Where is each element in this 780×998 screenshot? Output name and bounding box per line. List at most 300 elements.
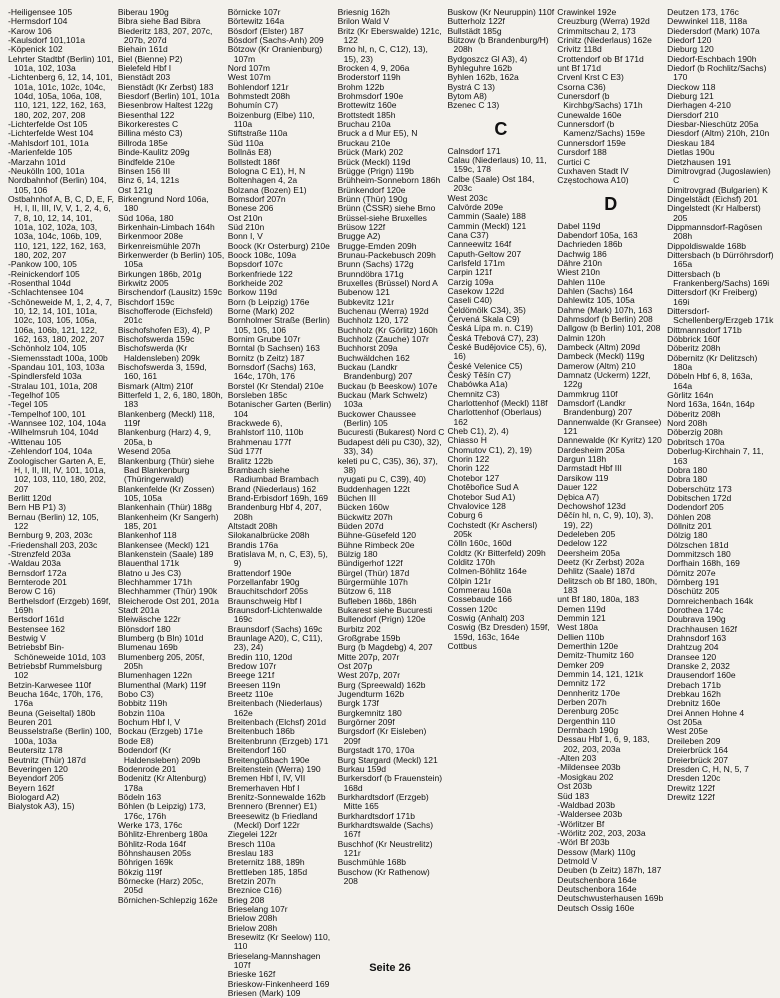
index-entry: Breitenbach (Elchsf) 201d <box>227 717 327 728</box>
index-entry: Dörnberg 191 <box>667 576 720 587</box>
index-entry: Dachrieden 186b <box>557 239 623 250</box>
index-entry: Calvörde 209e <box>447 201 504 212</box>
index-entry: Jugendturm 162b <box>337 689 405 700</box>
index-entry: Born (b Leipzig) 176e <box>227 296 310 307</box>
index-entry: Deersheim 205a <box>557 547 621 558</box>
index-entry: Betriebsbf Bin-Schöneweide 101d, 103 <box>8 642 106 662</box>
index-entry: Byhlen 162b, 162a <box>447 72 519 83</box>
index-entry: Buschow (Kr Rathenow) 208 <box>337 866 430 886</box>
index-entry: Burkersdorf (b Frauenstein) 168d <box>337 773 443 793</box>
index-entry: Bubenow 121 <box>337 287 390 298</box>
index-entry: Dimitrovgrad (Bulgarien) K <box>667 184 768 195</box>
index-entry: Brügge (Prign) 119b <box>337 165 414 176</box>
index-entry: Bruckau 210e <box>337 137 391 148</box>
index-entry: Süd 210n <box>227 221 265 232</box>
index-entry: Bretzin 207h <box>227 875 276 886</box>
index-entry: Calnsdorf 171 <box>447 145 501 156</box>
index-entry: Bornim Grube 107r <box>227 334 301 345</box>
index-entry: Bornitz (b Zeitz) 187 <box>227 352 305 363</box>
index-entry: Buchhorst 209a <box>337 343 398 354</box>
index-entry: Cossebaude 166 <box>447 594 513 605</box>
index-entry: Cunewalde 160e <box>557 109 622 120</box>
index-entry: Canneewitz 164f <box>447 239 512 250</box>
index-entry: Beutnitz (Thür) 187d <box>8 754 86 765</box>
index-entry: Werke 173, 176c <box>117 819 183 830</box>
index-entry: Nord 208h <box>667 418 708 429</box>
index-entry: Brahmenau 177f <box>227 436 291 447</box>
index-entry: Bresch 110a <box>227 838 276 849</box>
index-entry: -Waldersee 203b <box>557 809 623 820</box>
index-entry: Buchholz (Zauche) 107r <box>337 334 429 345</box>
index-entry: Csorna C36) <box>557 81 606 92</box>
index-entry: Dransee 120 <box>667 651 717 662</box>
index-entry: -Reinickendorf 105 <box>8 268 80 279</box>
index-entry: -Hermsdorf 104 <box>8 16 68 27</box>
index-entry: Drahtzug 204 <box>667 642 719 653</box>
index-entry: Bernterode 201 <box>8 576 67 587</box>
index-entry: Brattendorf 190e <box>227 567 292 578</box>
index-entry: Boizenburg (Elbe) 110, 110a <box>227 109 315 130</box>
index-entry: West 205e <box>667 726 708 737</box>
index-entry: Drahnsdorf 163 <box>667 633 727 644</box>
index-entry: Brottstedt 185h <box>337 109 396 120</box>
index-entry: Biberau 190g <box>117 7 169 17</box>
index-entry: Braunschweig Hbf I <box>227 595 302 606</box>
index-entry: Dieckow 118 <box>667 81 716 92</box>
index-entry: Bestwig V <box>8 633 47 644</box>
index-entry: Bödeln 163 <box>117 791 162 802</box>
index-entry: Buddenhagen 122t <box>337 483 410 494</box>
index-entry: Bucuresti (Bukarest) Nord C <box>337 427 445 438</box>
index-entry: Bydgoszcz Gl A3), 4) <box>447 53 528 64</box>
index-entry: Ost 203b <box>557 781 592 792</box>
index-entry: Brieskow-Finkenheerd 169 <box>227 978 330 989</box>
index-entry: Borntal (b Sachsen) 163 <box>227 343 320 354</box>
index-entry: Blatno u Jes C3) <box>117 567 182 578</box>
index-entry: Dennheritz 170e <box>557 687 621 698</box>
index-entry: Briesen (Mark) 109 <box>227 988 301 998</box>
index-entry: Bösdorf (Sachs-Anh) 209 <box>227 35 324 46</box>
index-entry: -Mosigkau 202 <box>557 771 614 782</box>
index-entry: Drewitz 122f <box>667 791 715 802</box>
index-entry: Dessow (Mark) 110g <box>557 846 636 857</box>
index-entry: Crivitz 118d <box>557 44 602 55</box>
index-entry: Buchwäldchen 162 <box>337 352 410 363</box>
index-entry: Buchholz 120, 172 <box>337 315 409 326</box>
index-entry: Bode E8) <box>117 735 154 746</box>
index-entry: Deuben (b Zeitz) 187h, 187 <box>557 865 662 876</box>
index-entry: Crottendorf ob Bf 171d <box>557 53 644 64</box>
index-entry: Brno hl, n, C, C12), 13), 15), 23) <box>337 44 428 64</box>
index-entry: Doberlug-Kirchhain 7, 11, 163 <box>667 446 764 466</box>
index-entry: Brünn (ČSSR) siehe Brno <box>337 203 436 214</box>
index-entry: Birkengrund Nord 106a, 180 <box>117 193 209 214</box>
index-entry: Dieburg 121 <box>667 91 714 102</box>
index-entry: Bollstedt 186f <box>227 156 280 167</box>
index-entry: -Lichterfelde West 104 <box>8 128 94 139</box>
index-entry: Brohm 122b <box>337 81 385 92</box>
index-entry: Bischdorf 159c <box>117 296 175 307</box>
index-entry: Bindfelde 210e <box>117 156 175 167</box>
index-entry: Diesdorf (Altm) 210h, 210n <box>667 128 770 139</box>
index-entry: Binz 6, 14, 121s <box>117 175 180 186</box>
index-entry: Dommitzsch 180 <box>667 548 731 559</box>
index-entry: Bialystok A3), 15) <box>8 801 75 812</box>
index-entry: Blankenfelde (Kr Zossen) 105, 105a <box>117 483 215 503</box>
index-entry: Demnitz 172 <box>557 678 606 689</box>
index-entry: -Wannsee 102, 104, 104a <box>8 418 107 429</box>
index-entry: Blankenheim (Kr Sangerh) 185, 201 <box>117 511 219 531</box>
index-entry: Cölpin 121r <box>447 575 492 586</box>
index-entry: Deutschenbora 164e <box>557 883 637 894</box>
index-entry: Deetz (Kr Zerbst) 202a <box>557 556 645 567</box>
index-entry: Dargun 118h <box>557 454 607 465</box>
index-entry: Dingelstädt (Eichsf) 201 <box>667 193 758 204</box>
index-entry: Brand-Erbisdorf 169h, 169 <box>227 492 328 503</box>
index-entry: Bertsdorf 161d <box>8 614 65 625</box>
index-entry: Ost 121g <box>117 184 153 195</box>
index-entry: Caseli C40) <box>447 295 493 306</box>
index-entry: Böhnshausen 205s <box>117 847 192 858</box>
index-entry: -Waldbad 203b <box>557 799 615 810</box>
index-entry: Bologna C E1), H, N <box>227 165 306 176</box>
column-6 <box>557 8 664 950</box>
index-entry: -Friedenshall 203, 203c <box>8 539 98 550</box>
index-entry: -Wilhelmsruh 104, 104d <box>8 427 99 438</box>
index-entry: Coldtz (Kr Bitterfeld) 209h <box>447 547 546 558</box>
index-entry: Biederitz 183, 207, 207c, 207b, 207d <box>117 25 213 46</box>
index-entry: Bischofswerda 159c <box>117 334 195 345</box>
index-entry: Chotěbořice Sud A <box>447 482 519 493</box>
index-entry: Bürgel (Thür) 187d <box>337 567 410 578</box>
index-entry: Bochum Hbf I, V <box>117 717 181 728</box>
index-entry: Bopsdorf 107c <box>227 259 283 270</box>
index-entry: Breesen 119n <box>227 679 281 690</box>
index-entry: Buskow (Kr Neuruppin) 110f <box>447 7 555 17</box>
index-entry: Britz (Kr Eberswalde) 121c, 122 <box>337 25 442 46</box>
index-entry: Borne (Mark) 202 <box>227 306 295 316</box>
index-entry: Dobra 180 <box>667 464 708 475</box>
index-entry: Crvenl Krst C E3) <box>557 72 624 83</box>
index-entry: Dietzhausen 191 <box>667 156 732 167</box>
index-entry: Bornholmer Straße (Berlin) 105, 105, 106 <box>227 315 330 335</box>
index-entry: Bischofshofen E3), 4), P <box>117 324 211 335</box>
index-entry: Berlitt 120d <box>8 492 52 503</box>
index-entry: Bismark (Altm) 210f <box>117 380 193 391</box>
index-entry: Deutschenbora 164e <box>557 874 637 885</box>
index-entry: Birkungen 186b, 201g <box>117 268 202 279</box>
index-entry: Buchholz (Kr Görlitz) 160h <box>337 324 438 335</box>
index-entry: Drebkau 162h <box>667 689 721 700</box>
index-entry: Brauchitschdorf 205s <box>227 586 309 597</box>
index-entry: Burgstadt 170, 170a <box>337 745 415 756</box>
index-entry: Delitzsch ob Bf 180, 180h, 183 <box>557 575 658 595</box>
index-entry: Dergenthin 110 <box>557 715 616 726</box>
index-entry: Döbernitz (Kr Delitzsch) 180a <box>667 352 758 373</box>
index-entry: Brieske 162f <box>227 969 276 980</box>
index-entry: Blumenthal (Mark) 119f <box>117 679 207 690</box>
column-1 <box>8 8 115 950</box>
index-entry: Dahlen 110e <box>557 276 606 287</box>
index-entry: Brilon Wald V <box>337 16 390 27</box>
index-entry: Bützow 6, 118 <box>337 586 392 597</box>
index-entry: Chorin 122 <box>447 454 490 465</box>
index-entry: Binsen 156 III <box>117 165 171 176</box>
index-entry: Bzenec C 13) <box>447 100 500 111</box>
index-entry: -Wittenau 105 <box>8 436 62 447</box>
index-entry: Berow C 16) <box>8 586 56 597</box>
index-entry: Buckau (Mark Schwelz) 103a <box>337 390 428 410</box>
index-entry: Döbbrick 160f <box>667 334 720 345</box>
index-entry: -Siemensstadt 100a, 100b <box>8 352 108 363</box>
index-entry: Burg Stargard (Meckl) 121 <box>337 754 438 765</box>
index-entry: Blankenberg (Meckl) 118, 119f <box>117 408 215 429</box>
index-entry: Breitenbuch 186b <box>227 726 295 737</box>
index-entry: Börnecke (Harz) 205c, 205d <box>117 875 204 896</box>
index-entry: Blumenau 169b <box>117 642 178 653</box>
index-entry: Döberzig 208h <box>667 427 723 438</box>
index-entry: Brennero (Brenner) E1) <box>227 801 318 812</box>
index-entry: Bohlendorf 121r <box>227 81 289 92</box>
index-entry: Buckau (b Beeskow) 107e <box>337 380 438 391</box>
index-entry: Damnatz (Uckerm) 122f, 122g <box>557 370 651 390</box>
index-entry: Stadt 201a <box>117 605 160 615</box>
index-entry: -Waldau 203a <box>8 558 61 569</box>
index-entry: Bremerhaven Hbf I <box>227 782 300 793</box>
index-entry: Bibra siehe Bad Bibra <box>117 16 201 27</box>
index-entry: Dannewalde (Kr Kyritz) 120 <box>557 435 662 446</box>
index-entry: Demmin 121 <box>557 612 606 623</box>
index-entry: -Heiligensee 105 <box>8 7 73 17</box>
index-entry: Dahlewitz 105, 105a <box>557 295 635 306</box>
index-entry: Billroda 185e <box>117 137 168 148</box>
index-entry: Dambeck (Altm) 209d <box>557 342 640 352</box>
index-entry: Bresewitz (Kr Seelow) 110, 110 <box>227 932 331 952</box>
index-entry: Chorin 122 <box>447 463 490 474</box>
index-entry: Dabel 119d <box>557 220 601 231</box>
index-entry: Dedelow 122 <box>557 538 608 549</box>
index-entry: Bühne-Güsefeld 120 <box>337 530 416 541</box>
index-entry: Dittmannsdorf 171b <box>667 324 742 335</box>
index-entry: nyugati pu C, C39), 40) <box>337 474 426 485</box>
index-entry: Drebnitz 160e <box>667 698 721 709</box>
index-entry: Calbe (Saale) Ost 184, 203c <box>447 173 535 194</box>
index-entry: Blumenberg 205, 205f, 205h <box>117 651 205 672</box>
index-entry: Bullstädt 185g <box>447 25 502 36</box>
index-entry: Brielow 208h <box>227 913 278 924</box>
index-entry: Bikorkerestes C <box>117 119 179 130</box>
index-entry: Blankenhain (Thür) 188g <box>117 502 212 513</box>
index-entry: Dahmsdorf (b Berlin) 208 <box>557 313 653 324</box>
index-entry: Bücken 160w <box>337 502 389 513</box>
index-entry: -Marzahn 101d <box>8 156 66 167</box>
index-entry: Dippmannsdorf-Ragösen 208h <box>667 221 763 242</box>
index-entry: Dauer 122 <box>557 482 598 493</box>
index-entry: Bernsdorf 172a <box>8 567 67 578</box>
index-entry: Biesenthal 122 <box>117 109 175 120</box>
index-entry: Drewitz 122f <box>667 782 715 793</box>
index-entry: Bullendorf (Prign) 120e <box>337 614 426 625</box>
index-entry: Dalmin 120h <box>557 332 606 343</box>
index-entry: Beuna (Geiseltal) 180b <box>8 707 96 718</box>
index-entry: Breznice C16) <box>227 885 282 896</box>
index-entry: Biehain 161d <box>117 44 168 55</box>
index-entry: Biesenbrow Haltest 122g <box>117 100 213 111</box>
index-entry: Döberitz 208h <box>667 408 721 419</box>
index-entry: Derben 207h <box>557 697 607 708</box>
index-entry: Dedeleben 205 <box>557 528 616 539</box>
index-entry: Döhlen 208 <box>667 511 711 522</box>
index-entry: Biesdorf (Berlin) 101, 101a <box>117 91 220 102</box>
index-entry: Nordbahnhof (Berlin) 104, 105, 106 <box>8 175 107 195</box>
index-entry: Bühne Rimbeck 20e <box>337 539 415 550</box>
index-entry: Dittersbach (b Dürröhrsdorf) 165a <box>667 249 774 270</box>
index-entry: -Kaulsdorf 101,101a <box>8 35 85 46</box>
index-entry: Bomsdorf 207n <box>227 193 286 204</box>
index-entry: Blechhammer 171h <box>117 576 192 587</box>
index-entry: Briesnig 162h <box>337 7 390 17</box>
index-entry: Borkow 119d <box>227 287 277 298</box>
index-entry: Nord 107m <box>227 63 270 74</box>
index-entry: Bollnäs E8) <box>227 147 272 158</box>
index-entry: Großgrabe 159b <box>337 633 401 644</box>
index-entry: unt Bf 171d <box>557 63 602 74</box>
index-entry: Bischofswerda (Kr Haldensleben) 209k <box>117 343 200 363</box>
index-entry: Drachhausen 162f <box>667 623 738 634</box>
index-entry: Zoologischer Garten A, E, H, I, II, III, IV, 101, 101a, 102, 103, 110, 180, 202, 207 <box>8 455 107 494</box>
index-entry: Altstadt 208h <box>227 520 278 531</box>
index-entry: Dannenwalde (Kr Gransee) 121 <box>557 416 662 437</box>
index-entry: Burg (Spreewald) 162b <box>337 679 426 690</box>
index-entry: Binde-Kaulitz 209g <box>117 147 190 158</box>
index-entry: unt Bf 180, 180a, 183 <box>557 594 640 605</box>
column-2 <box>118 8 225 950</box>
index-entry: -Pankow 100, 105 <box>8 259 77 270</box>
index-entry: Dreierbrück 164 <box>667 745 728 756</box>
index-entry: Dachwig 186 <box>557 248 607 259</box>
index-entry: -Schlachtensee 104 <box>8 287 84 298</box>
index-entry: Bützow (b Brandenburg/H) 208h <box>447 35 549 55</box>
index-entry: -Wörlitzer Bf <box>557 818 605 829</box>
index-entry: Bösdorf (Elster) 187 <box>227 25 304 36</box>
index-entry: Bernburg 9, 203, 203c <box>8 530 93 541</box>
index-entry: -Zehlendorf 104, 104a <box>8 446 93 457</box>
index-entry: Büchen III <box>337 492 377 503</box>
index-entry: Böhlitz-Ehrenberg 180a <box>117 829 208 840</box>
index-entry: Butterholz 122f <box>447 16 505 27</box>
index-entry: Mitte 207p, 207r <box>337 651 400 662</box>
index-entry: Ost 205a <box>667 717 702 728</box>
index-entry: Coswig (Bz Dresden) 159f, 159d, 163c, 164e <box>447 622 550 642</box>
index-entry: Dietlas 190u <box>667 147 715 158</box>
index-entry: -Schönholz 104, 105 <box>8 343 87 354</box>
index-entry: Brieg 208 <box>227 894 265 905</box>
section-letter-heading: C <box>494 118 508 139</box>
index-entry: West 207p, 207r <box>337 670 401 681</box>
index-entry: Burkau 159d <box>337 763 387 774</box>
index-entry: Görlitz 164n <box>667 390 714 401</box>
index-entry: Crawinkel 192e <box>557 7 617 17</box>
index-entry: Breitenbrunn (Erzgeb) 171 <box>227 735 329 746</box>
index-entry: Berthelsdorf (Erzgeb) 169f, 169h <box>8 595 111 615</box>
index-entry: Chotebor Sud A1) <box>447 491 516 502</box>
index-entry: Chomutov C1), 2), 19) <box>447 444 532 455</box>
index-entry: Döschütz 205 <box>667 586 720 597</box>
index-entry: Demker 209 <box>557 659 604 670</box>
index-entry: Bischofferode (Eichsfeld) 201c <box>117 306 213 326</box>
column-5 <box>447 8 554 950</box>
index-entry: Diersdorf 210 <box>667 109 719 120</box>
index-entry: Doubrava 190g <box>667 614 726 625</box>
index-entry: Bündigerhof 122f <box>337 558 403 569</box>
index-entry: Boock (Kr Osterburg) 210e <box>227 240 330 251</box>
index-entry: Burkhardtsdorf 171b <box>337 810 416 821</box>
index-entry: Burbitz 202 <box>337 623 381 634</box>
index-entry: Dieburg 120 <box>667 44 714 55</box>
index-entry: Betzin-Karwesee 110f <box>8 679 91 690</box>
index-entry: Ostbahnhof A, B, C, D, E, F, H, I, II, III, IV, V, 1, 2, 4, 6, 7, 8, 10, 12, 14, 101, 101a, 102, 102a, 103, 103a, 104c, 106b, 109, 110, 121, 122, 162, 163, 180, 202, 207 <box>8 193 114 260</box>
index-entry: Brielow 208h <box>227 922 278 933</box>
index-entry: -Karow 106 <box>8 25 52 36</box>
index-entry: -Tempelhof 100, 101 <box>8 408 86 419</box>
index-entry: West 180a <box>557 622 598 633</box>
index-entry: -Schöneweide M, 1, 2, 4, 7, 10, 12, 14, 101, 101a, 102c, 103, 105, 105a, 106a, 106b, 121, 122, 162, 163, 180, 202, 207 <box>8 296 113 345</box>
index-entry: Wiest 210n <box>557 267 601 278</box>
index-entry: Birkwitz 2005 <box>117 277 169 288</box>
index-entry: Boltenhagen 4, 2a <box>227 175 298 186</box>
index-entry: Brühheim-Sonneborn 186h <box>337 175 441 186</box>
index-entry: Bredin 110, 120d <box>227 651 293 662</box>
index-entry: Dodendorf 205 <box>667 502 724 513</box>
index-entry: Breitendorf 160 <box>227 745 287 756</box>
index-entry: Bienstädt 203 <box>117 72 171 83</box>
column-3 <box>227 7 335 998</box>
index-entry: Cana C37) <box>447 229 489 240</box>
index-entry: Bestensee 162 <box>8 623 66 634</box>
index-entry: Dębica A7) <box>557 491 600 502</box>
index-entry: Nord 163a, 164n, 164p <box>667 399 755 410</box>
index-entry: Curtici C <box>557 156 591 167</box>
column-7 <box>667 8 774 950</box>
index-entry: -Tegel 105 <box>8 399 48 410</box>
index-entry: Diesbar-Nieschütz 205a <box>667 119 759 130</box>
index-entry: Burg (b Magdebg) 4, 207 <box>337 642 433 653</box>
index-entry: -Spandau 101, 103, 103a <box>8 362 105 373</box>
index-entry: Brahlstorf 110, 110b <box>227 427 304 438</box>
index-entry: -Strenzfeld 203a <box>8 548 71 559</box>
index-entry: Crinitz (Niederlaus) 162e <box>557 35 652 46</box>
index-entry: Burgsdorf (Kr Eisleben) 209f <box>337 726 427 746</box>
index-entry: Börtewitz 164a <box>227 16 285 27</box>
index-entry: Dippoldiswalde 168b <box>667 240 747 251</box>
index-entry: Borkenfriede 122 <box>227 268 293 279</box>
index-entry: České Velenice C5) <box>447 360 523 371</box>
index-entry: Cunnersdorf (b Kamenz/Sachs) 159e <box>557 119 646 139</box>
index-entry: -Köpenick 102 <box>8 44 63 55</box>
index-entry: Bülzig 180 <box>337 548 378 559</box>
index-entry: Breetz 110e <box>227 689 274 700</box>
index-entry: Chiasso H <box>447 435 487 446</box>
index-entry: Cottbus <box>447 641 477 651</box>
index-entry: Süd 110a <box>227 137 264 148</box>
index-entry: Bückwitz 207h <box>337 511 393 522</box>
index-entry: Dechowshof 123d <box>557 500 626 511</box>
index-entry: Beusselstraße (Berlin) 100, 100a, 103a <box>8 726 112 746</box>
index-entry: Crimmitschau 2, 173 <box>557 25 636 36</box>
index-entry: Böhrigen 169k <box>117 857 173 868</box>
index-entry: Döllnitz 201 <box>667 520 712 531</box>
index-entry: -Neukölln 100, 101a <box>8 165 85 176</box>
